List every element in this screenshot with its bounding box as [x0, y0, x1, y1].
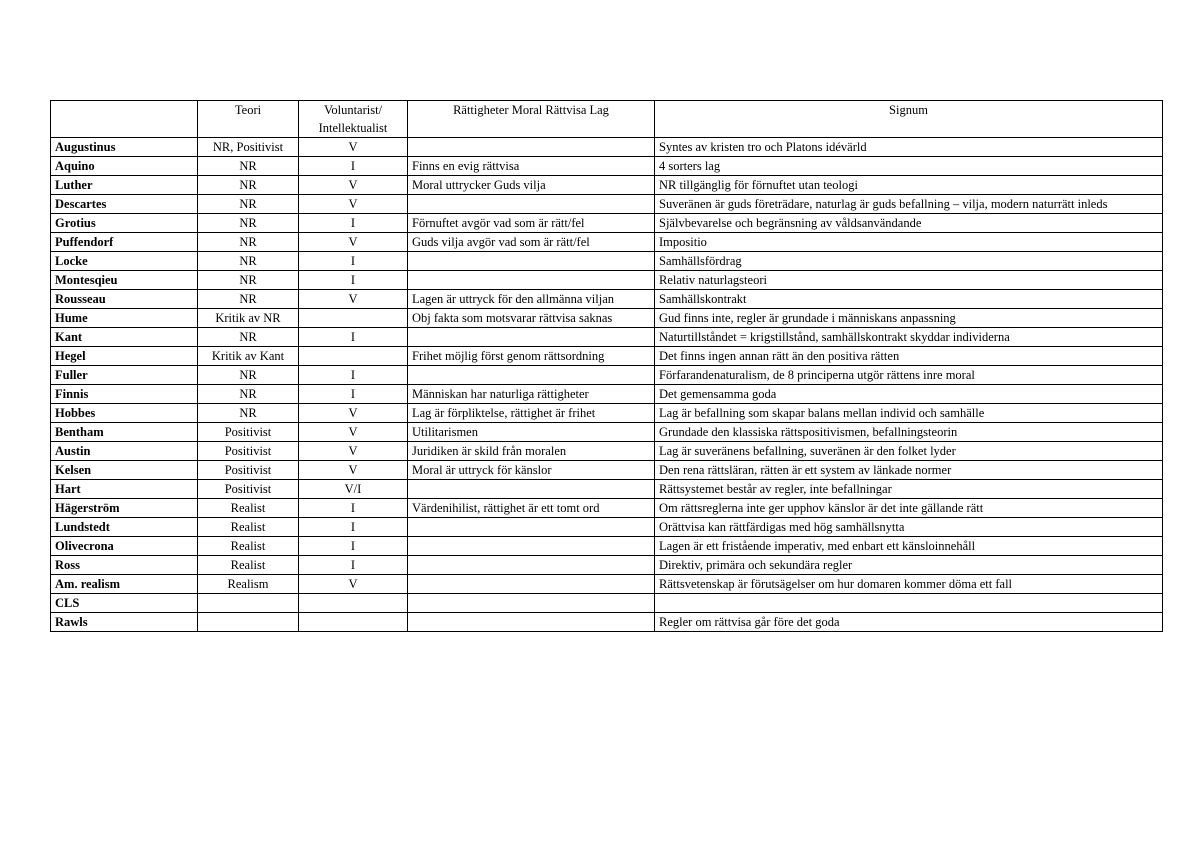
cell-moral	[408, 328, 655, 347]
cell-name: Kelsen	[51, 461, 198, 480]
cell-name: Augustinus	[51, 138, 198, 157]
cell-name: Luther	[51, 176, 198, 195]
cell-signum: Förfarandenaturalism, de 8 principerna utgör rättens inre moral	[655, 366, 1163, 385]
cell-voluntarist-intellektualist: V	[299, 233, 408, 252]
table-row	[51, 480, 1163, 499]
cell-name: Hägerström	[51, 499, 198, 518]
table-row	[51, 195, 1163, 214]
cell-name: Fuller	[51, 366, 198, 385]
cell-teori: NR	[198, 385, 299, 404]
cell-moral	[408, 271, 655, 290]
table-row	[51, 423, 1163, 442]
cell-signum: Grundade den klassiska rättspositivismen, befallningsteorin	[655, 423, 1163, 442]
table-row	[51, 594, 1163, 613]
cell-voluntarist-intellektualist: I	[299, 537, 408, 556]
cell-signum: Lag är befallning som skapar balans mellan individ och samhälle	[655, 404, 1163, 423]
cell-voluntarist-intellektualist: I	[299, 499, 408, 518]
cell-moral: Finns en evig rättvisa	[408, 157, 655, 176]
cell-name: Rawls	[51, 613, 198, 632]
cell-teori: Realist	[198, 518, 299, 537]
cell-teori: NR	[198, 157, 299, 176]
cell-voluntarist-intellektualist: I	[299, 271, 408, 290]
cell-voluntarist-intellektualist: I	[299, 366, 408, 385]
table-row	[51, 290, 1163, 309]
cell-signum: Lag är suveränens befallning, suveränen är den folket lyder	[655, 442, 1163, 461]
header-signum: Signum	[655, 101, 1163, 138]
cell-name: Am. realism	[51, 575, 198, 594]
cell-teori: Kritik av NR	[198, 309, 299, 328]
cell-name: Kant	[51, 328, 198, 347]
header-row	[51, 101, 1163, 138]
cell-voluntarist-intellektualist: V	[299, 575, 408, 594]
cell-signum: Rättsvetenskap är förutsägelser om hur domaren kommer döma ett fall	[655, 575, 1163, 594]
cell-moral: Guds vilja avgör vad som är rätt/fel	[408, 233, 655, 252]
cell-voluntarist-intellektualist: V	[299, 423, 408, 442]
cell-teori: NR	[198, 252, 299, 271]
cell-signum: Syntes av kristen tro och Platons idévärld	[655, 138, 1163, 157]
cell-name: Hegel	[51, 347, 198, 366]
table-row	[51, 385, 1163, 404]
table-row	[51, 271, 1163, 290]
cell-teori: Positivist	[198, 461, 299, 480]
table-row	[51, 328, 1163, 347]
cell-teori: Positivist	[198, 423, 299, 442]
cell-signum: Samhällskontrakt	[655, 290, 1163, 309]
cell-name: Lundstedt	[51, 518, 198, 537]
cell-signum: Rättsystemet består av regler, inte befallningar	[655, 480, 1163, 499]
cell-name: Finnis	[51, 385, 198, 404]
cell-signum: Lagen är ett fristående imperativ, med enbart ett känsloinnehåll	[655, 537, 1163, 556]
header-name	[51, 101, 198, 138]
cell-signum: Gud finns inte, regler är grundade i människans anpassning	[655, 309, 1163, 328]
cell-signum: NR tillgänglig för förnuftet utan teologi	[655, 176, 1163, 195]
cell-name: Rousseau	[51, 290, 198, 309]
cell-moral	[408, 480, 655, 499]
cell-voluntarist-intellektualist: I	[299, 385, 408, 404]
cell-teori: NR	[198, 271, 299, 290]
header-voluntarist-intellektualist: Voluntarist/ Intellektualist	[299, 101, 408, 138]
cell-moral: Lagen är uttryck för den allmänna viljan	[408, 290, 655, 309]
cell-name: Bentham	[51, 423, 198, 442]
cell-moral: Lag är förpliktelse, rättighet är frihet	[408, 404, 655, 423]
cell-teori: NR	[198, 214, 299, 233]
cell-voluntarist-intellektualist: I	[299, 252, 408, 271]
cell-voluntarist-intellektualist: V	[299, 176, 408, 195]
cell-teori: Positivist	[198, 442, 299, 461]
cell-name: Aquino	[51, 157, 198, 176]
cell-voluntarist-intellektualist	[299, 613, 408, 632]
cell-voluntarist-intellektualist	[299, 347, 408, 366]
table-row	[51, 499, 1163, 518]
table-row	[51, 366, 1163, 385]
cell-teori: NR	[198, 404, 299, 423]
cell-signum	[655, 594, 1163, 613]
cell-moral	[408, 556, 655, 575]
cell-signum: Samhällsfördrag	[655, 252, 1163, 271]
cell-voluntarist-intellektualist	[299, 594, 408, 613]
table-row	[51, 613, 1163, 632]
cell-moral: Juridiken är skild från moralen	[408, 442, 655, 461]
table-row	[51, 233, 1163, 252]
cell-voluntarist-intellektualist: V	[299, 195, 408, 214]
cell-signum: Det finns ingen annan rätt än den positiva rätten	[655, 347, 1163, 366]
cell-teori	[198, 613, 299, 632]
cell-moral	[408, 366, 655, 385]
cell-teori: NR	[198, 233, 299, 252]
cell-moral: Förnuftet avgör vad som är rätt/fel	[408, 214, 655, 233]
cell-moral: Moral är uttryck för känslor	[408, 461, 655, 480]
table-row	[51, 518, 1163, 537]
table-body	[51, 138, 1163, 632]
cell-voluntarist-intellektualist: V/I	[299, 480, 408, 499]
cell-moral: Moral uttrycker Guds vilja	[408, 176, 655, 195]
cell-voluntarist-intellektualist: V	[299, 442, 408, 461]
cell-name: Ross	[51, 556, 198, 575]
cell-moral	[408, 518, 655, 537]
cell-moral	[408, 138, 655, 157]
table-row	[51, 404, 1163, 423]
table-row	[51, 556, 1163, 575]
cell-name: Puffendorf	[51, 233, 198, 252]
table-row	[51, 157, 1163, 176]
cell-moral	[408, 537, 655, 556]
cell-teori: NR, Positivist	[198, 138, 299, 157]
cell-signum: Naturtillståndet = krigstillstånd, samhällskontrakt skyddar individerna	[655, 328, 1163, 347]
cell-signum: Direktiv, primära och sekundära regler	[655, 556, 1163, 575]
cell-name: Austin	[51, 442, 198, 461]
cell-signum: Suveränen är guds företrädare, naturlag är guds befallning – vilja, modern naturrätt inleds	[655, 195, 1163, 214]
cell-moral: Frihet möjlig först genom rättsordning	[408, 347, 655, 366]
cell-teori: NR	[198, 290, 299, 309]
cell-voluntarist-intellektualist: I	[299, 214, 408, 233]
cell-teori: Realist	[198, 499, 299, 518]
table-row	[51, 176, 1163, 195]
cell-voluntarist-intellektualist: V	[299, 461, 408, 480]
cell-moral	[408, 594, 655, 613]
table-row	[51, 461, 1163, 480]
cell-signum: Om rättsreglerna inte ger upphov känslor är det inte gällande rätt	[655, 499, 1163, 518]
cell-name: Hume	[51, 309, 198, 328]
table-row	[51, 309, 1163, 328]
cell-moral	[408, 252, 655, 271]
cell-voluntarist-intellektualist: I	[299, 556, 408, 575]
cell-voluntarist-intellektualist: V	[299, 290, 408, 309]
cell-voluntarist-intellektualist: V	[299, 404, 408, 423]
table-row	[51, 347, 1163, 366]
cell-teori: NR	[198, 176, 299, 195]
cell-teori: NR	[198, 366, 299, 385]
cell-signum: Den rena rättsläran, rätten är ett system av länkade normer	[655, 461, 1163, 480]
cell-signum: Regler om rättvisa går före det goda	[655, 613, 1163, 632]
cell-name: Olivecrona	[51, 537, 198, 556]
cell-teori: Kritik av Kant	[198, 347, 299, 366]
table-row	[51, 537, 1163, 556]
cell-teori: Realism	[198, 575, 299, 594]
table-row	[51, 214, 1163, 233]
cell-name: Descartes	[51, 195, 198, 214]
cell-moral: Värdenihilist, rättighet är ett tomt ord	[408, 499, 655, 518]
cell-signum: Självbevarelse och begränsning av våldsanvändande	[655, 214, 1163, 233]
cell-name: Hart	[51, 480, 198, 499]
table-row	[51, 138, 1163, 157]
cell-voluntarist-intellektualist: I	[299, 328, 408, 347]
cell-signum: Impositio	[655, 233, 1163, 252]
cell-moral: Obj fakta som motsvarar rättvisa saknas	[408, 309, 655, 328]
cell-teori: Positivist	[198, 480, 299, 499]
cell-name: Locke	[51, 252, 198, 271]
cell-teori: Realist	[198, 556, 299, 575]
cell-moral	[408, 195, 655, 214]
cell-teori	[198, 594, 299, 613]
cell-teori: NR	[198, 195, 299, 214]
cell-voluntarist-intellektualist: I	[299, 518, 408, 537]
cell-moral: Människan har naturliga rättigheter	[408, 385, 655, 404]
cell-signum: Det gemensamma goda	[655, 385, 1163, 404]
table-row	[51, 252, 1163, 271]
cell-name: Hobbes	[51, 404, 198, 423]
table-row	[51, 442, 1163, 461]
table-row	[51, 575, 1163, 594]
cell-name: Montesqieu	[51, 271, 198, 290]
philosophers-table	[50, 100, 1163, 632]
cell-teori: NR	[198, 328, 299, 347]
cell-teori: Realist	[198, 537, 299, 556]
cell-moral: Utilitarismen	[408, 423, 655, 442]
cell-name: Grotius	[51, 214, 198, 233]
cell-moral	[408, 613, 655, 632]
cell-signum: Relativ naturlagsteori	[655, 271, 1163, 290]
cell-voluntarist-intellektualist: I	[299, 157, 408, 176]
cell-signum: Orättvisa kan rättfärdigas med hög samhällsnytta	[655, 518, 1163, 537]
cell-voluntarist-intellektualist	[299, 309, 408, 328]
cell-name: CLS	[51, 594, 198, 613]
cell-moral	[408, 575, 655, 594]
header-rattigheter-moral: Rättigheter Moral Rättvisa Lag	[408, 101, 655, 138]
cell-voluntarist-intellektualist: V	[299, 138, 408, 157]
cell-signum: 4 sorters lag	[655, 157, 1163, 176]
header-teori: Teori	[198, 101, 299, 138]
